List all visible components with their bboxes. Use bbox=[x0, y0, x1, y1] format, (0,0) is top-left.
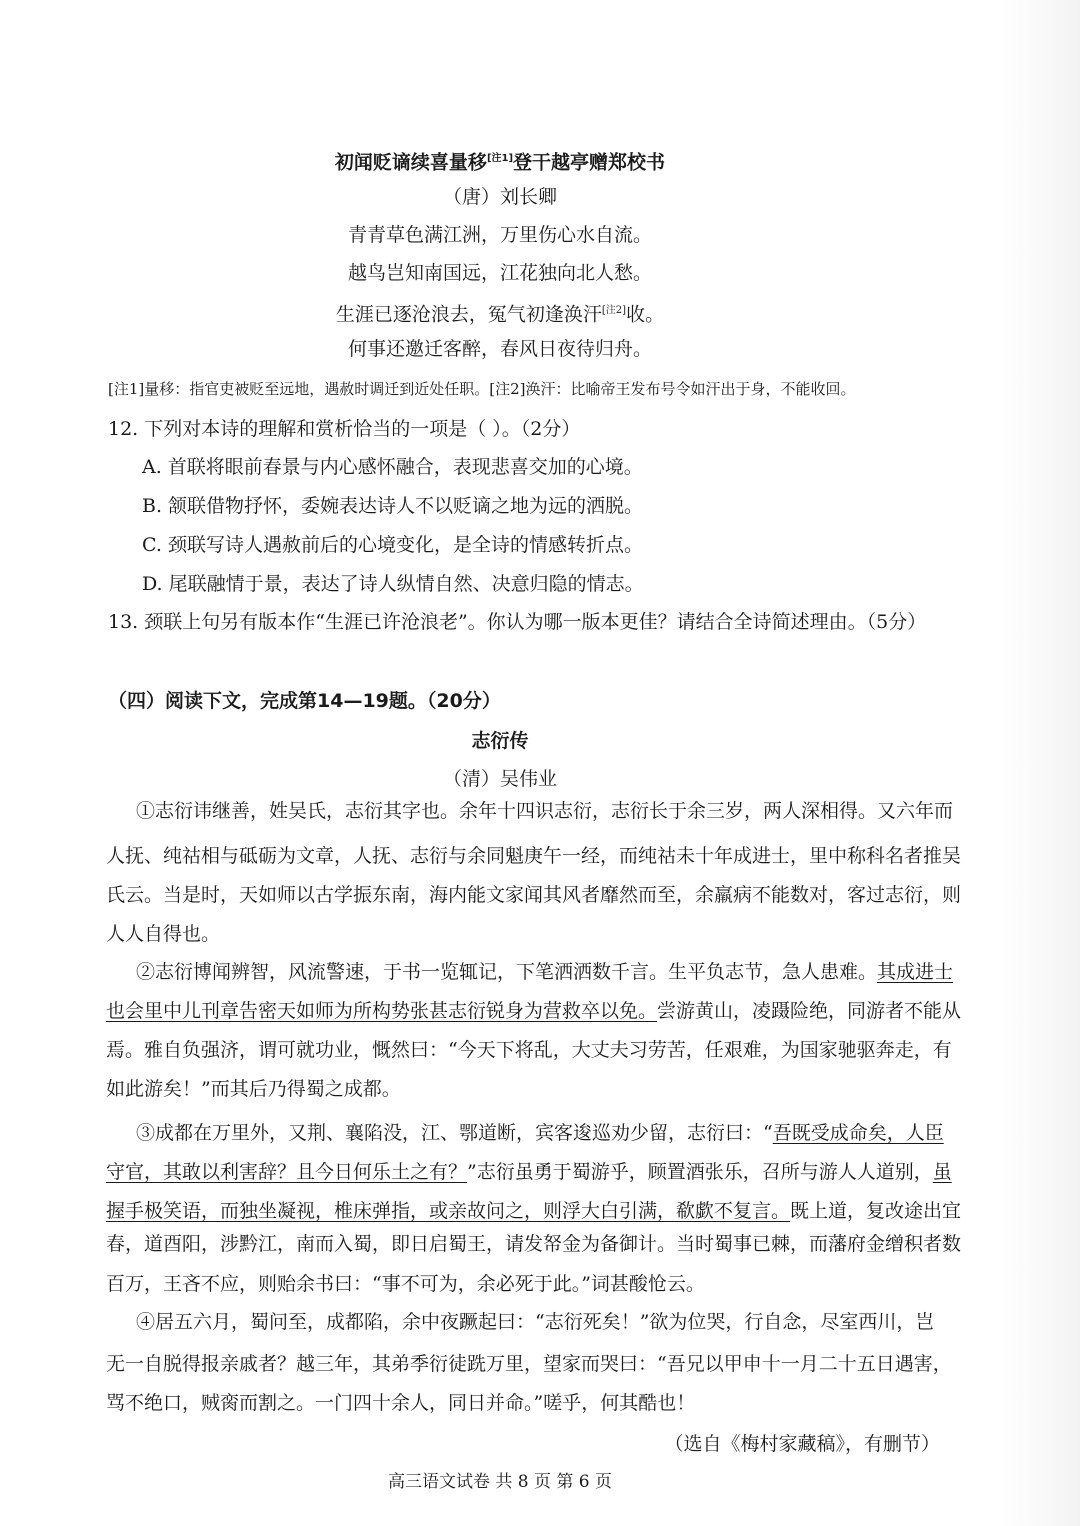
poem-line-3 bbox=[0, 298, 1000, 327]
page-edge-shadow bbox=[1002, 0, 1080, 1526]
para-3-line-1-text: ③成都在万里外，又荆、襄陷没，江、鄂道断，宾客逡巡劝少留，志衍曰：“ bbox=[136, 1122, 773, 1144]
para-3-line-3 bbox=[106, 1198, 961, 1224]
poem-line-3-part-b: 收。 bbox=[626, 303, 665, 326]
question-12-option-b: B. 颔联借物抒怀，委婉表达诗人不以贬谪之地为远的洒脱。 bbox=[142, 495, 644, 517]
poem-line-4: 何事还邀迁客醉，春风日夜待归舟。 bbox=[347, 338, 652, 360]
para-1-line-1: ①志衍讳继善，姓吴氏，志衍其字也。余年十四识志衍，志衍长于余三岁，两人深相得。又六年而 bbox=[136, 800, 954, 822]
poem-notes: [注1]量移：指官吏被贬至远地，遇赦时调迁到近处任职。[注2]涣汗：比喻帝王发布号令如汗出于身，不能收回。 bbox=[108, 380, 856, 398]
poem-title-part-a: 初闻贬谪续喜量移 bbox=[334, 151, 487, 174]
para-2-underlined-sentence-end: 也会里中儿刊章告密天如师为所构势张甚志衍锐身为营救卒以免。 bbox=[106, 1000, 658, 1022]
para-3-underlined-quote-end: 守官，其敢以利害辞？且今日何乐土之有？ bbox=[106, 1161, 468, 1183]
question-12-option-d: D. 尾联融情于景，表达了诗人纵情自然、决意归隐的情志。 bbox=[142, 573, 644, 595]
para-2-line-4: 如此游矣！”而其后乃得蜀之成都。 bbox=[106, 1078, 401, 1100]
poem-title-note-marker: [注1] bbox=[486, 153, 514, 164]
poem-author: （唐）刘长卿 bbox=[442, 186, 557, 208]
para-3-line-2-text: ”志衍虽勇于蜀游乎，顾置酒张乐，召所与游人人道别， bbox=[467, 1161, 933, 1183]
para-3-line-1 bbox=[136, 1120, 944, 1146]
question-13: 13. 颈联上句另有版本作“生涯已许沧浪老”。你认为哪一版本更佳？请结合全诗简述理由。（5分） bbox=[108, 611, 927, 633]
poem-title bbox=[0, 146, 1000, 175]
question-12-option-a: A. 首联将眼前春景与内心感怀融合，表现悲喜交加的心境。 bbox=[142, 456, 643, 478]
para-4-line-2: 无一自脱得报亲戚者？越三年，其弟季衍徒跣万里，望家而哭曰：“吾兄以甲申十一月二十五日遇害， bbox=[106, 1353, 952, 1375]
para-4-line-3: 骂不绝口，贼脔而割之。一门四十余人，同日并命。”嗟乎，何其酷也！ bbox=[106, 1392, 696, 1414]
page-footer: 高三语文试卷 共 8 页 第 6 页 bbox=[387, 1472, 613, 1492]
para-2-underlined-sentence-start: 其成进士 bbox=[877, 961, 954, 983]
para-2-line-2 bbox=[106, 998, 961, 1024]
poem-line-1: 青青草色满江洲，万里伤心水自流。 bbox=[347, 224, 652, 246]
article-source: （选自《梅村家藏稿》，有删节） bbox=[664, 1433, 940, 1455]
para-3-line-4: 春，道酉阳，涉黔江，南而入蜀，即日启蜀王，请发帑金为备御计。当时蜀事已棘，而藩府金缯积者数 bbox=[106, 1233, 962, 1255]
para-3-line-2 bbox=[106, 1159, 952, 1185]
para-2-line-1 bbox=[136, 959, 953, 985]
para-2-line-1-text: ②志衍博闻辨智，风流警速，于书一览辄记，下笔洒洒数千言。生平负志节，急人患难。 bbox=[136, 961, 878, 983]
para-3-line-5: 百万，王吝不应，则贻余书曰：“事不可为，余必死于此。”词甚酸怆云。 bbox=[106, 1273, 705, 1295]
para-3-underlined-quote-start: 吾既受成命矣，人臣 bbox=[772, 1122, 944, 1144]
para-3-line-3-text: 既上道，复改途出宜 bbox=[790, 1200, 962, 1222]
article-title: 志衍传 bbox=[471, 730, 529, 752]
para-1-line-4: 人人自得也。 bbox=[106, 923, 221, 945]
question-12-option-c: C. 颈联写诗人遇赦前后的心境变化，是全诗的情感转折点。 bbox=[142, 534, 643, 556]
para-1-line-2: 人抚、纯祜相与砥砺为文章，人抚、志衍与余同魁庚午一经，而纯祜未十年成进士，里中称科名者推吴 bbox=[106, 845, 962, 867]
para-2-line-3: 焉。雅自负强济，谓可就功业，慨然曰：“今天下将乱，大丈夫习劳苦，任艰难，为国家驰驱奔走，有 bbox=[106, 1039, 952, 1061]
poem-line-2: 越鸟岂知南国远，江花独向北人愁。 bbox=[347, 262, 652, 284]
poem-title-part-b: 登干越亭赠郑校书 bbox=[513, 151, 666, 174]
article-author: （清）吴伟业 bbox=[442, 768, 557, 790]
section-4-heading: （四）阅读下文，完成第14—19题。（20分） bbox=[108, 690, 501, 712]
para-4-line-1: ④居五六月，蜀问至，成都陷，余中夜蹶起曰：“志衍死矣！”欲为位哭，行自念，尽室西川，岂 bbox=[136, 1311, 935, 1333]
para-2-line-2-text: 尝游黄山，凌蹑险绝，同游者不能从 bbox=[657, 1000, 962, 1022]
poem-line-3-note-marker: [注2] bbox=[601, 305, 627, 316]
poem-line-3-part-a: 生涯已逐沧浪去，冤气初逢涣汗 bbox=[335, 303, 602, 326]
question-12-stem: 12. 下列对本诗的理解和赏析恰当的一项是（ ）。（2分） bbox=[108, 418, 581, 440]
para-1-line-3: 氏云。当是时，天如师以古学振东南，海内能文家闻其风者靡然而至，余羸病不能数对，客过志衍，则 bbox=[106, 884, 962, 906]
para-3-underlined-sentence-end: 握手极笑语，而独坐凝视，椎床弹指，或亲故问之，则浮大白引满，欷歔不复言。 bbox=[106, 1200, 791, 1222]
para-3-underlined-sentence-start: 虽 bbox=[932, 1161, 952, 1183]
